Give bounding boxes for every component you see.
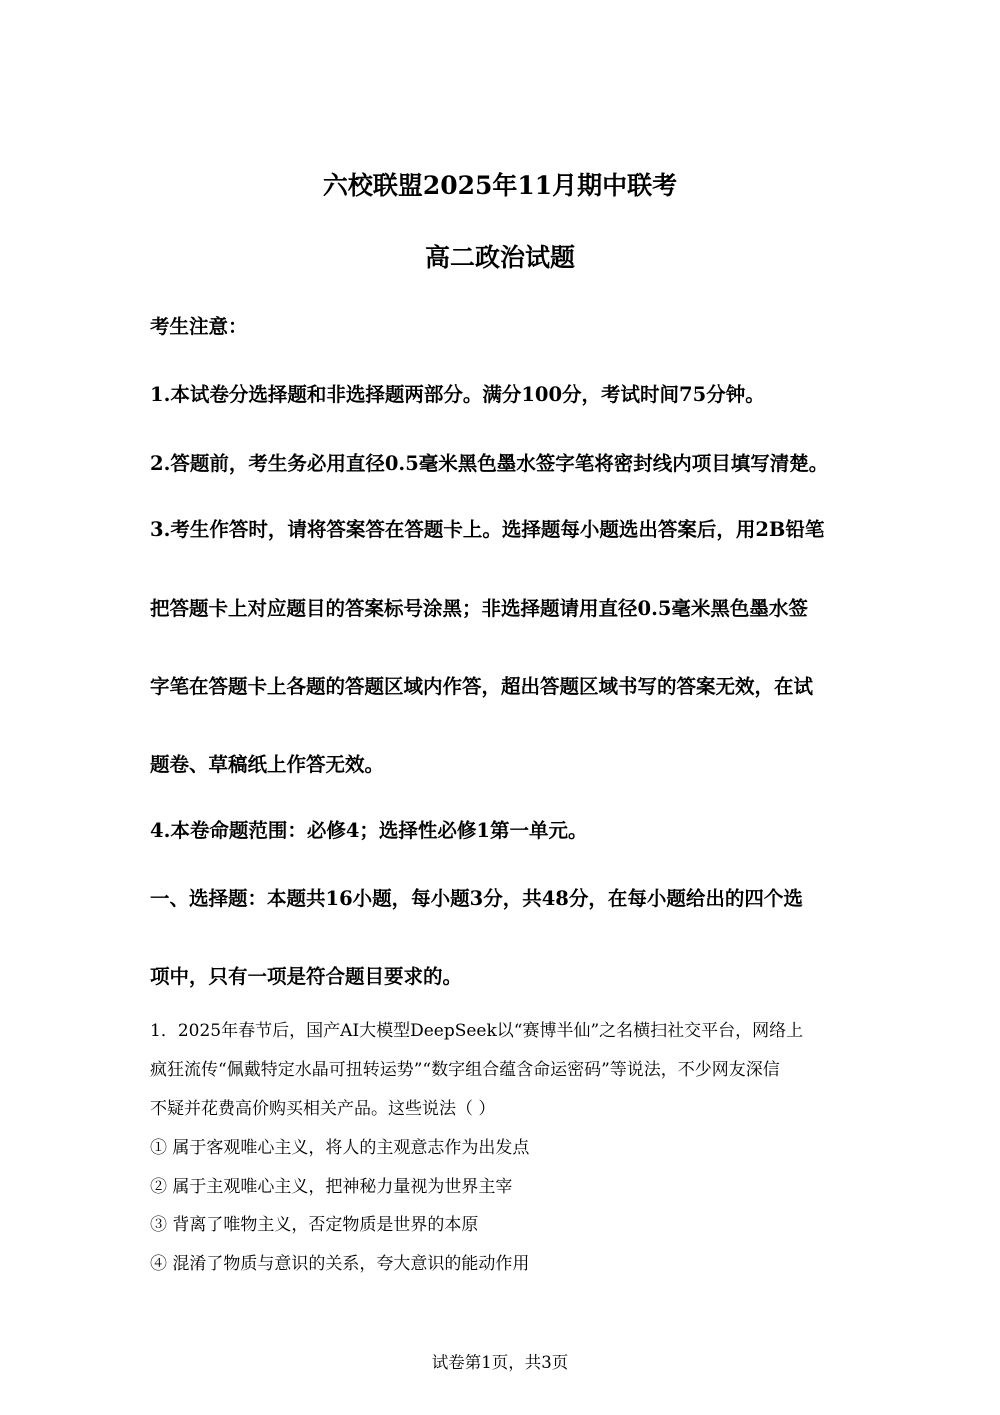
notice-item-4: 4.本卷命题范围：必修4；选择性必修1第一单元。 bbox=[150, 819, 588, 842]
notice-item-3-line: 字笔在答题卡上各题的答题区域内作答，超出答题区域书写的答案无效，在试 bbox=[150, 675, 814, 698]
section-heading-line: 一、选择题：本题共16小题，每小题3分，共48分，在每小题给出的四个选 bbox=[150, 887, 803, 910]
question-option: ② 属于主观唯心主义，把神秘力量视为世界主宰 bbox=[150, 1177, 513, 1197]
exam-subtitle: 高二政治试题 bbox=[424, 243, 575, 272]
notice-item-3-line: 3.考生作答时，请将答案答在答题卡上。选择题每小题选出答案后，用2B铅笔 bbox=[150, 518, 825, 541]
notice-item-1: 1.本试卷分选择题和非选择题两部分。满分100分，考试时间75分钟。 bbox=[150, 383, 765, 406]
question-stem-line: 疯狂流传“佩戴特定水晶可扭转运势”“数字组合蕴含命运密码”等说法，不少网友深信 bbox=[150, 1060, 780, 1080]
question-stem-line: 1．2025年春节后，国产AI大模型DeepSeek以“赛博半仙”之名横扫社交平台，网络上 bbox=[150, 1021, 804, 1041]
question-option: ④ 混淆了物质与意识的关系，夸大意识的能动作用 bbox=[150, 1254, 530, 1274]
notice-heading: 考生注意： bbox=[150, 315, 248, 338]
page-footer: 试卷第1页，共3页 bbox=[431, 1353, 569, 1372]
notice-item-3-line: 题卷、草稿纸上作答无效。 bbox=[150, 753, 385, 776]
question-option: ① 属于客观唯心主义，将人的主观意志作为出发点 bbox=[150, 1138, 530, 1158]
notice-item-2: 2.答题前，考生务必用直径0.5毫米黑色墨水签字笔将密封线内项目填写清楚。 bbox=[150, 452, 829, 475]
exam-title: 六校联盟2025年11月期中联考 bbox=[322, 171, 678, 200]
question-stem-line: 不疑并花费高价购买相关产品。这些说法（ ） bbox=[150, 1099, 496, 1119]
question-option: ③ 背离了唯物主义，否定物质是世界的本原 bbox=[150, 1215, 479, 1235]
section-heading-line: 项中，只有一项是符合题目要求的。 bbox=[150, 965, 463, 988]
notice-item-3-line: 把答题卡上对应题目的答案标号涂黑；非选择题请用直径0.5毫米黑色墨水签 bbox=[150, 597, 808, 620]
